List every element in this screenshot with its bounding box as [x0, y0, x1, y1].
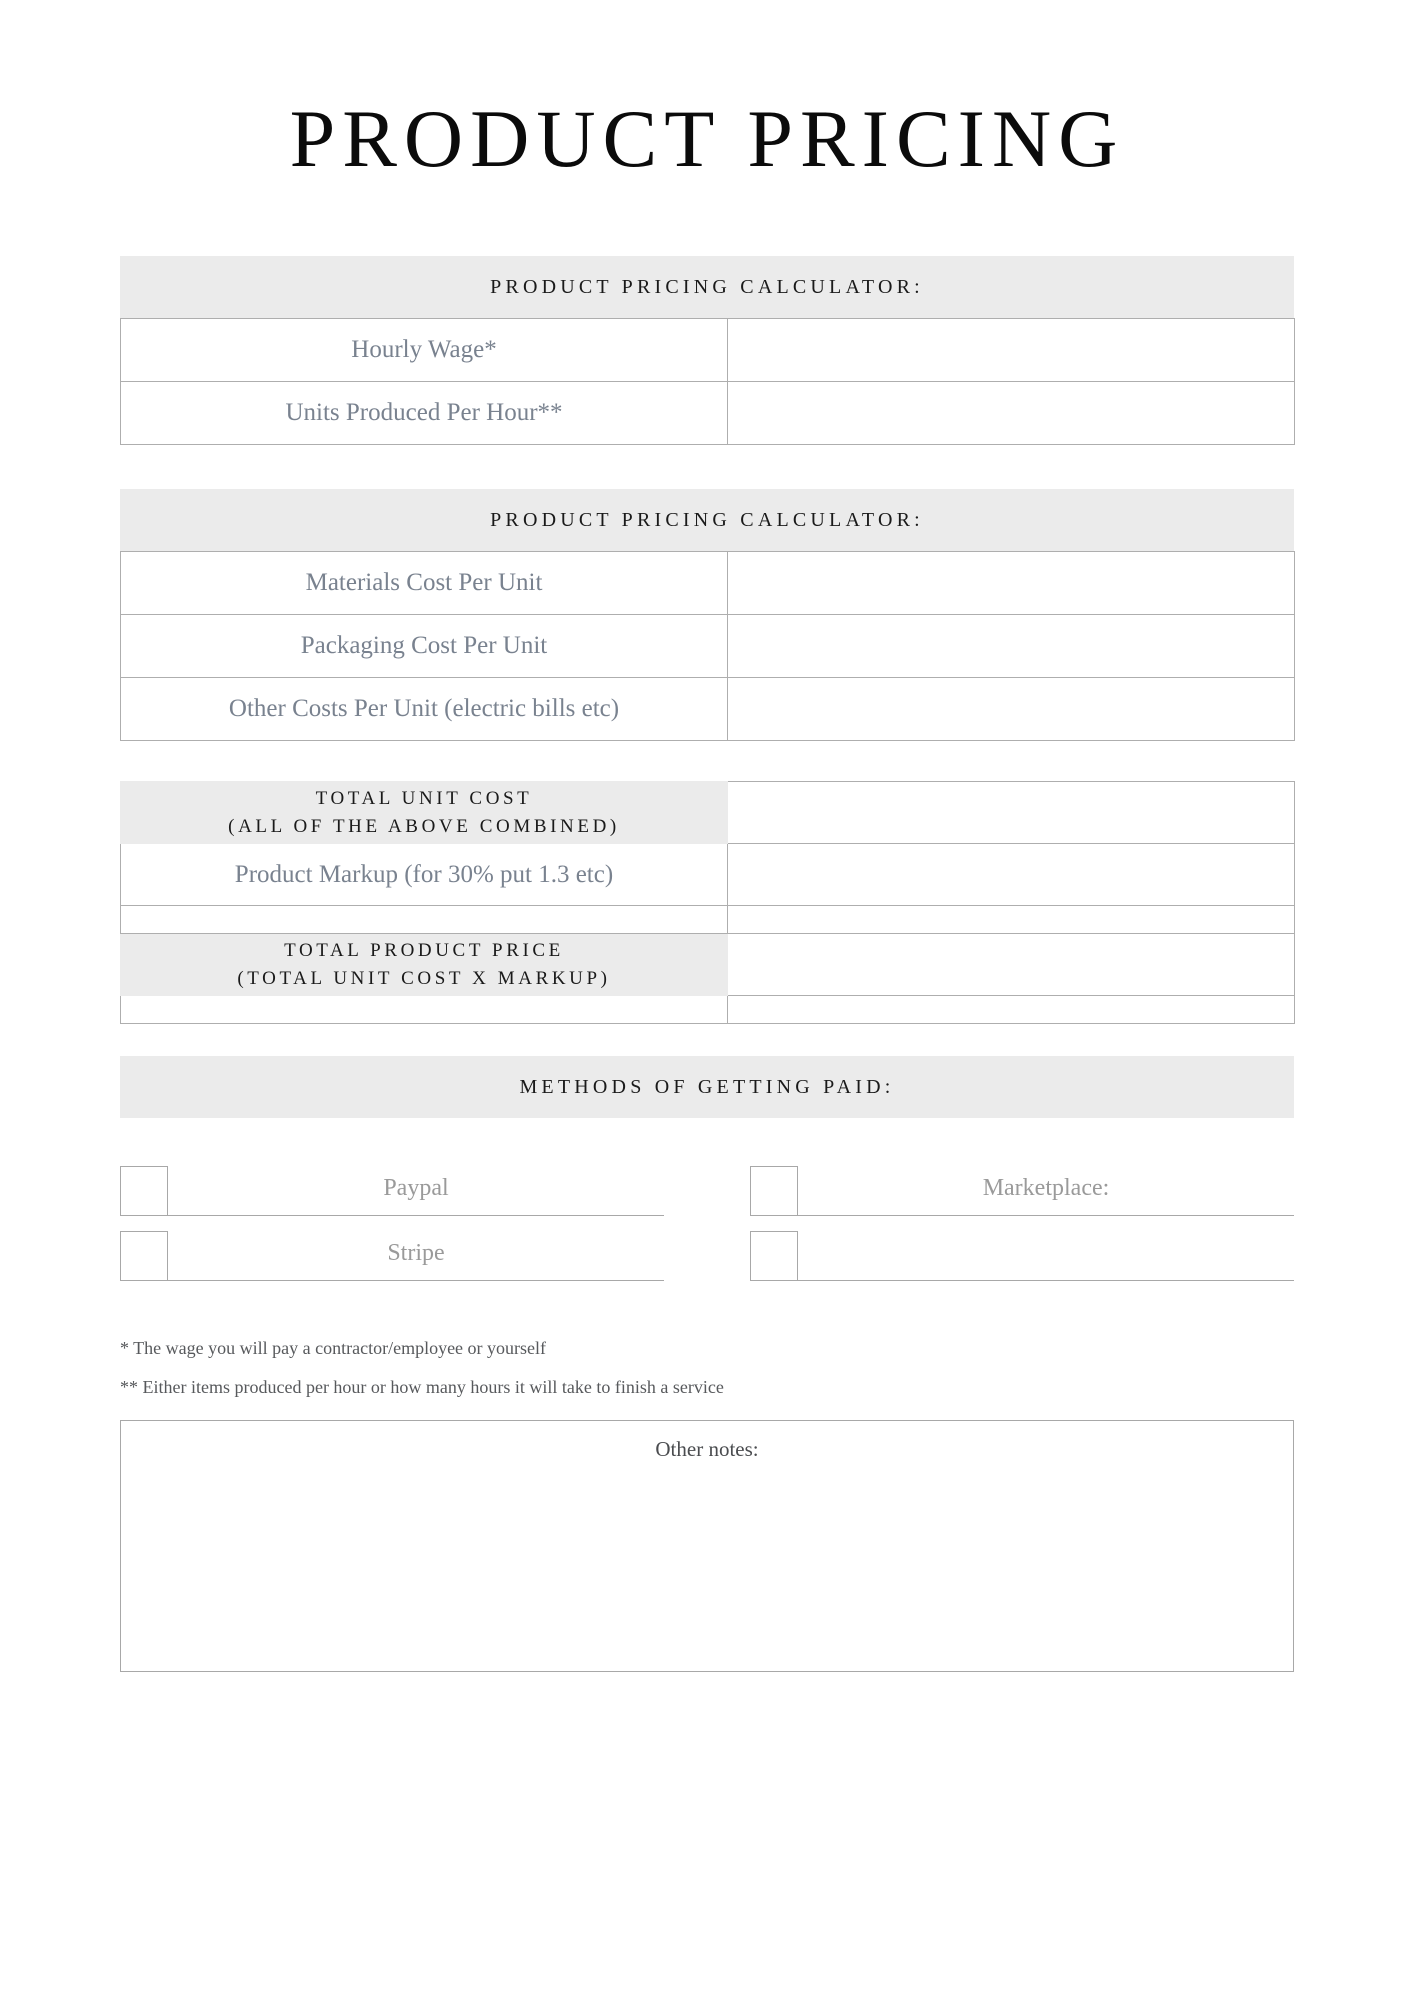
section-wage-table [120, 318, 1295, 445]
section-totals [120, 781, 1294, 1024]
footnote-units: ** Either items produced per hour or how many hours it will take to finish a service [120, 1377, 724, 1397]
input-units-produced-per-hour[interactable] [728, 382, 1295, 445]
table-row [121, 552, 1295, 615]
total-product-price-line2: (TOTAL UNIT COST X MARKUP) [237, 967, 611, 989]
input-other-costs-per-unit[interactable] [728, 678, 1295, 741]
payment-options-right [750, 1156, 1294, 1286]
table-row [121, 319, 1295, 382]
other-notes-box[interactable] [120, 1420, 1294, 1672]
checkbox-stripe[interactable] [120, 1231, 168, 1281]
total-product-price-line1: TOTAL PRODUCT PRICE [284, 939, 564, 961]
section-wage [120, 256, 1294, 445]
label-trailing-row [121, 996, 728, 1024]
page-title: PRODUCT PRICING [289, 93, 1125, 184]
label-marketplace: Marketplace: [982, 1175, 1110, 1201]
input-trailing-row[interactable] [728, 996, 1295, 1024]
table-row [121, 934, 1295, 996]
total-unit-cost-line1: TOTAL UNIT COST [315, 787, 533, 809]
payment-options-grid [120, 1156, 1294, 1286]
input-packaging-cost-per-unit[interactable] [728, 615, 1295, 678]
label-materials-cost-per-unit: Materials Cost Per Unit [121, 552, 728, 615]
field-marketplace[interactable] [798, 1166, 1294, 1216]
label-paypal: Paypal [383, 1175, 449, 1201]
section-costs-header: PRODUCT PRICING CALCULATOR: [120, 489, 1294, 551]
label-units-produced-per-hour: Units Produced Per Hour** [121, 382, 728, 445]
footnote-wage: * The wage you will pay a contractor/employee or yourself [120, 1338, 547, 1358]
input-total-product-price[interactable] [728, 934, 1295, 996]
field-paypal[interactable] [168, 1166, 664, 1216]
label-total-unit-cost [121, 782, 728, 844]
input-materials-cost-per-unit[interactable] [728, 552, 1295, 615]
total-unit-cost-line2: (ALL OF THE ABOVE COMBINED) [228, 815, 620, 837]
table-row [121, 996, 1295, 1024]
label-hourly-wage: Hourly Wage* [121, 319, 728, 382]
list-item [120, 1221, 664, 1281]
checkbox-other-method[interactable] [750, 1231, 798, 1281]
table-row [121, 844, 1295, 906]
section-wage-header: PRODUCT PRICING CALCULATOR: [120, 256, 1294, 318]
field-stripe[interactable] [168, 1231, 664, 1281]
field-other-method[interactable] [798, 1231, 1294, 1281]
label-total-product-price [121, 934, 728, 996]
list-item [120, 1156, 664, 1216]
table-row [121, 906, 1295, 934]
label-other-method [798, 1254, 1294, 1258]
section-costs-table [120, 551, 1295, 741]
list-item [750, 1156, 1294, 1216]
table-row [121, 782, 1295, 844]
input-total-unit-cost[interactable] [728, 782, 1295, 844]
section-payment-header: METHODS OF GETTING PAID: [120, 1056, 1294, 1118]
label-other-costs-per-unit: Other Costs Per Unit (electric bills etc) [121, 678, 728, 741]
label-product-markup: Product Markup (for 30% put 1.3 etc) [121, 844, 728, 906]
list-item [750, 1221, 1294, 1281]
input-product-markup[interactable] [728, 844, 1295, 906]
footnotes [120, 1338, 1294, 1398]
table-row [121, 382, 1295, 445]
section-costs [120, 489, 1294, 741]
input-hourly-wage[interactable] [728, 319, 1295, 382]
checkbox-marketplace[interactable] [750, 1166, 798, 1216]
label-spacer-row [121, 906, 728, 934]
label-packaging-cost-per-unit: Packaging Cost Per Unit [121, 615, 728, 678]
label-stripe: Stripe [387, 1240, 445, 1266]
input-spacer-row[interactable] [728, 906, 1295, 934]
section-totals-table [120, 781, 1295, 1024]
payment-options-left [120, 1156, 664, 1286]
table-row [121, 678, 1295, 741]
section-payment [120, 1056, 1294, 1286]
other-notes-label: Other notes: [655, 1437, 759, 1461]
checkbox-paypal[interactable] [120, 1166, 168, 1216]
table-row [121, 615, 1295, 678]
